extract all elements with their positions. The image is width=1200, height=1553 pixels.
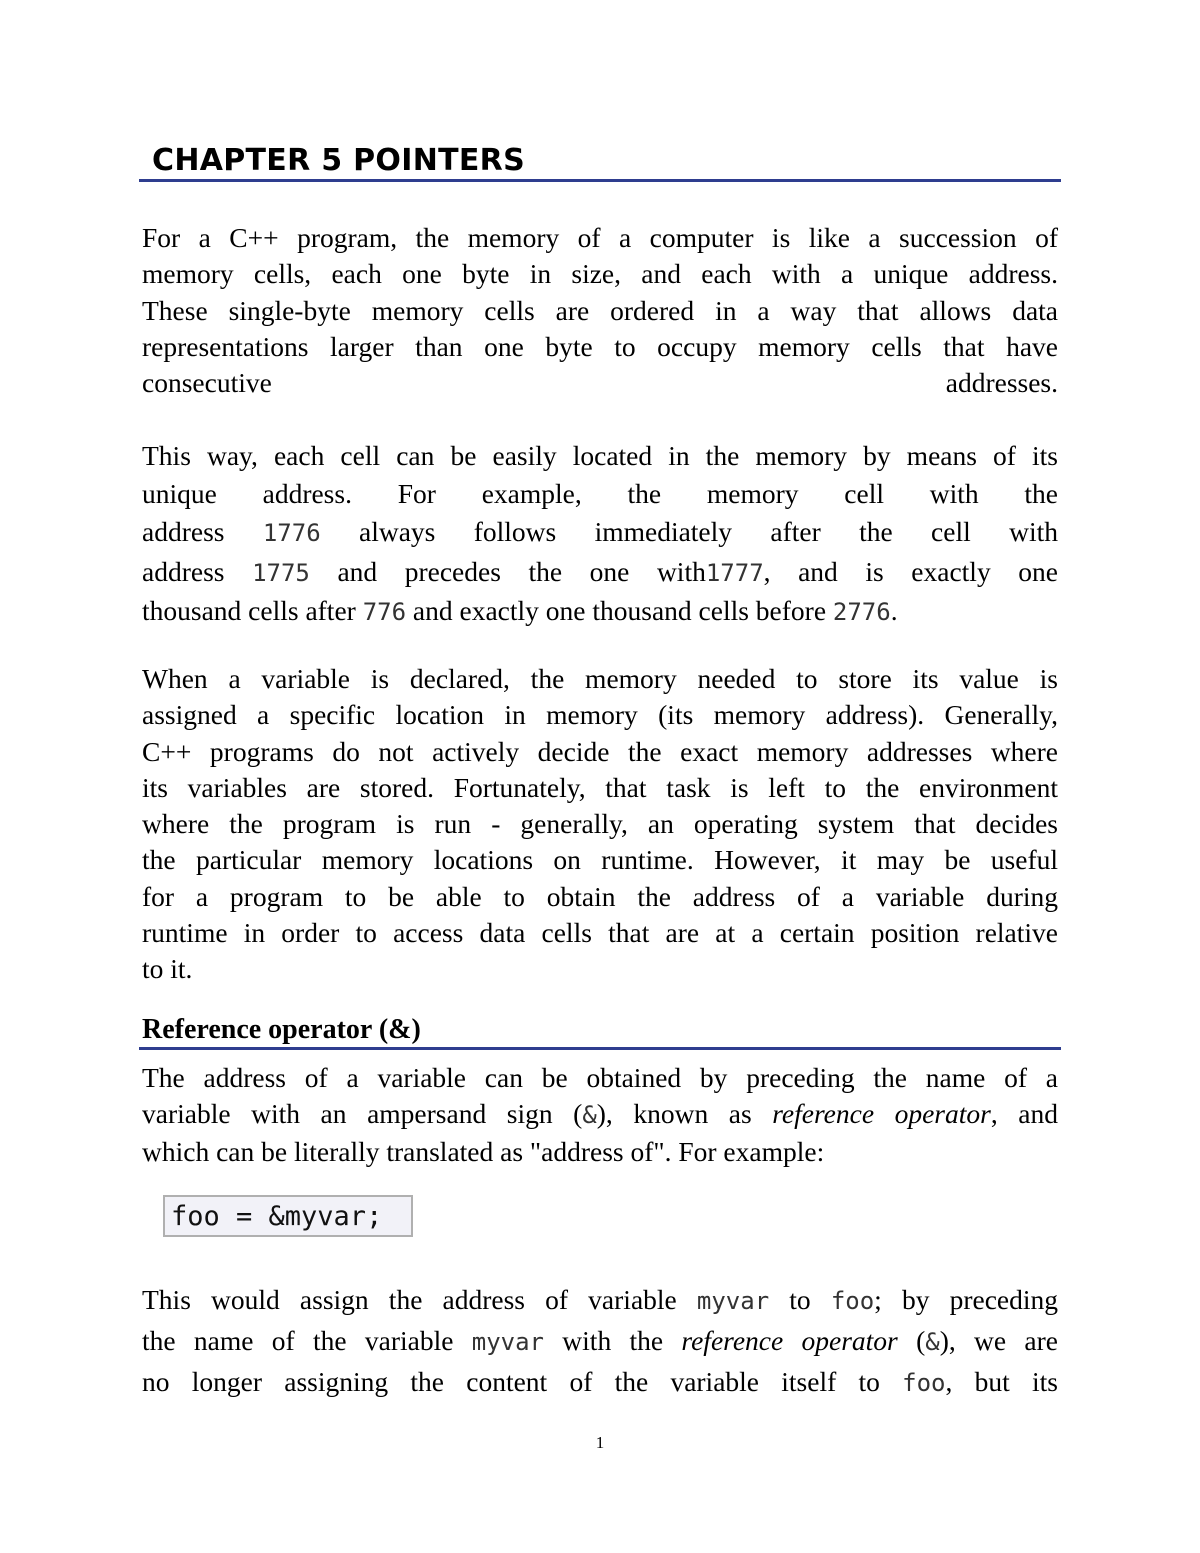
text-run: address: [142, 555, 253, 587]
paragraph-line: These single-byte memory cells are ordered in a way that allows data: [142, 294, 1058, 326]
text-run: ; by preceding: [874, 1284, 1059, 1315]
text-run: , and: [990, 1098, 1058, 1130]
inline-code: &: [582, 1101, 597, 1130]
text-run: , and is exactly one: [763, 555, 1058, 587]
paragraph-memory-cells: [142, 220, 1058, 401]
paragraph-line: where the program is run - generally, an operating system that decides: [142, 808, 1058, 840]
paragraph-line: which can be literally translated as "address of". For example:: [142, 1135, 825, 1167]
text-run: thousand cells after: [142, 594, 363, 626]
text-run: variable with an ampersand sign (: [142, 1098, 583, 1130]
paragraph-line: [142, 553, 1058, 592]
text-run: the name of the variable: [142, 1325, 472, 1356]
paragraph-line: For a C++ program, the memory of a computer is like a succession of: [142, 222, 1058, 253]
paragraph-line: its variables are stored. Fortunately, that task is left to the environment: [142, 771, 1058, 803]
inline-code: myvar: [471, 1328, 544, 1356]
paragraph-line: [142, 1362, 1058, 1403]
text-run: no longer assigning the content of the variable itself to: [142, 1366, 903, 1397]
section-heading-reference-operator: Reference operator (&): [142, 1014, 421, 1045]
paragraph-line: for a program to be able to obtain the address of a variable during: [142, 880, 1058, 912]
paragraph-line: [142, 592, 1058, 631]
paragraph-line: The address of a variable can be obtained by preceding the name of a: [142, 1062, 1058, 1093]
emphasis-term: reference operator: [772, 1098, 991, 1130]
page-number: 1: [595, 1433, 605, 1452]
inline-code: foo: [830, 1287, 875, 1315]
paragraph-line: When a variable is declared, the memory needed to store its value is: [142, 663, 1058, 694]
text-run: ), known as: [596, 1098, 773, 1130]
inline-code: myvar: [696, 1287, 770, 1315]
text-run: ), we are: [939, 1325, 1058, 1356]
text-run: to: [769, 1284, 831, 1315]
text-run: .: [890, 594, 898, 626]
emphasis-term: reference operator: [681, 1325, 898, 1356]
paragraph-line: unique address. For example, the memory cell with the: [142, 478, 1058, 510]
paragraph-variable-declared: [142, 661, 1058, 988]
code-example-box: [163, 1195, 413, 1237]
paragraph-line: the particular memory locations on runtime. However, it may be useful: [142, 844, 1058, 876]
text-run: address: [142, 516, 263, 548]
paragraph-line: consecutive addresses.: [142, 367, 1058, 399]
text-run: (: [897, 1325, 926, 1356]
inline-code: 2776: [832, 597, 891, 626]
title-underline-rule: [139, 179, 1061, 182]
inline-code: 1777: [705, 558, 764, 587]
text-run: always follows immediately after the cell with: [320, 516, 1058, 548]
inline-code: 776: [362, 597, 407, 626]
paragraph-line: This way, each cell can be easily located in the memory by means of its: [142, 440, 1058, 471]
text-run: and exactly one thousand cells before: [406, 594, 833, 626]
paragraph-line: runtime in order to access data cells that are at a certain position relative: [142, 917, 1058, 949]
section-underline-rule: [139, 1047, 1061, 1050]
text-run: , but its: [945, 1366, 1059, 1397]
paragraph-reference-operator: [142, 1060, 1058, 1170]
paragraph-assign-address: [142, 1280, 1058, 1403]
inline-code: &: [925, 1328, 940, 1356]
paragraph-line: [142, 1321, 1058, 1362]
paragraph-line: C++ programs do not actively decide the exact memory addresses where: [142, 735, 1058, 767]
code-example: foo = &myvar;: [171, 1201, 383, 1232]
paragraph-line: assigned a specific location in memory (its memory address). Generally,: [142, 699, 1058, 731]
chapter-title: CHAPTER 5 POINTERS: [152, 143, 525, 178]
inline-code: foo: [902, 1369, 946, 1397]
inline-code: 1775: [252, 558, 310, 587]
paragraph-line: representations larger than one byte to occupy memory cells that have: [142, 330, 1058, 362]
text-run: with the: [544, 1325, 682, 1356]
paragraph-line: [142, 1280, 1058, 1321]
paragraph-line: [142, 1096, 1058, 1133]
paragraph-line: to it.: [142, 953, 193, 985]
text-run: This would assign the address of variable: [142, 1284, 697, 1315]
inline-code: 1776: [262, 519, 321, 548]
paragraph-line: memory cells, each one byte in size, and each with a unique address.: [142, 258, 1058, 290]
paragraph-addresses: [142, 437, 1058, 631]
text-run: and precedes the one with: [309, 555, 706, 587]
paragraph-line: [142, 513, 1058, 552]
